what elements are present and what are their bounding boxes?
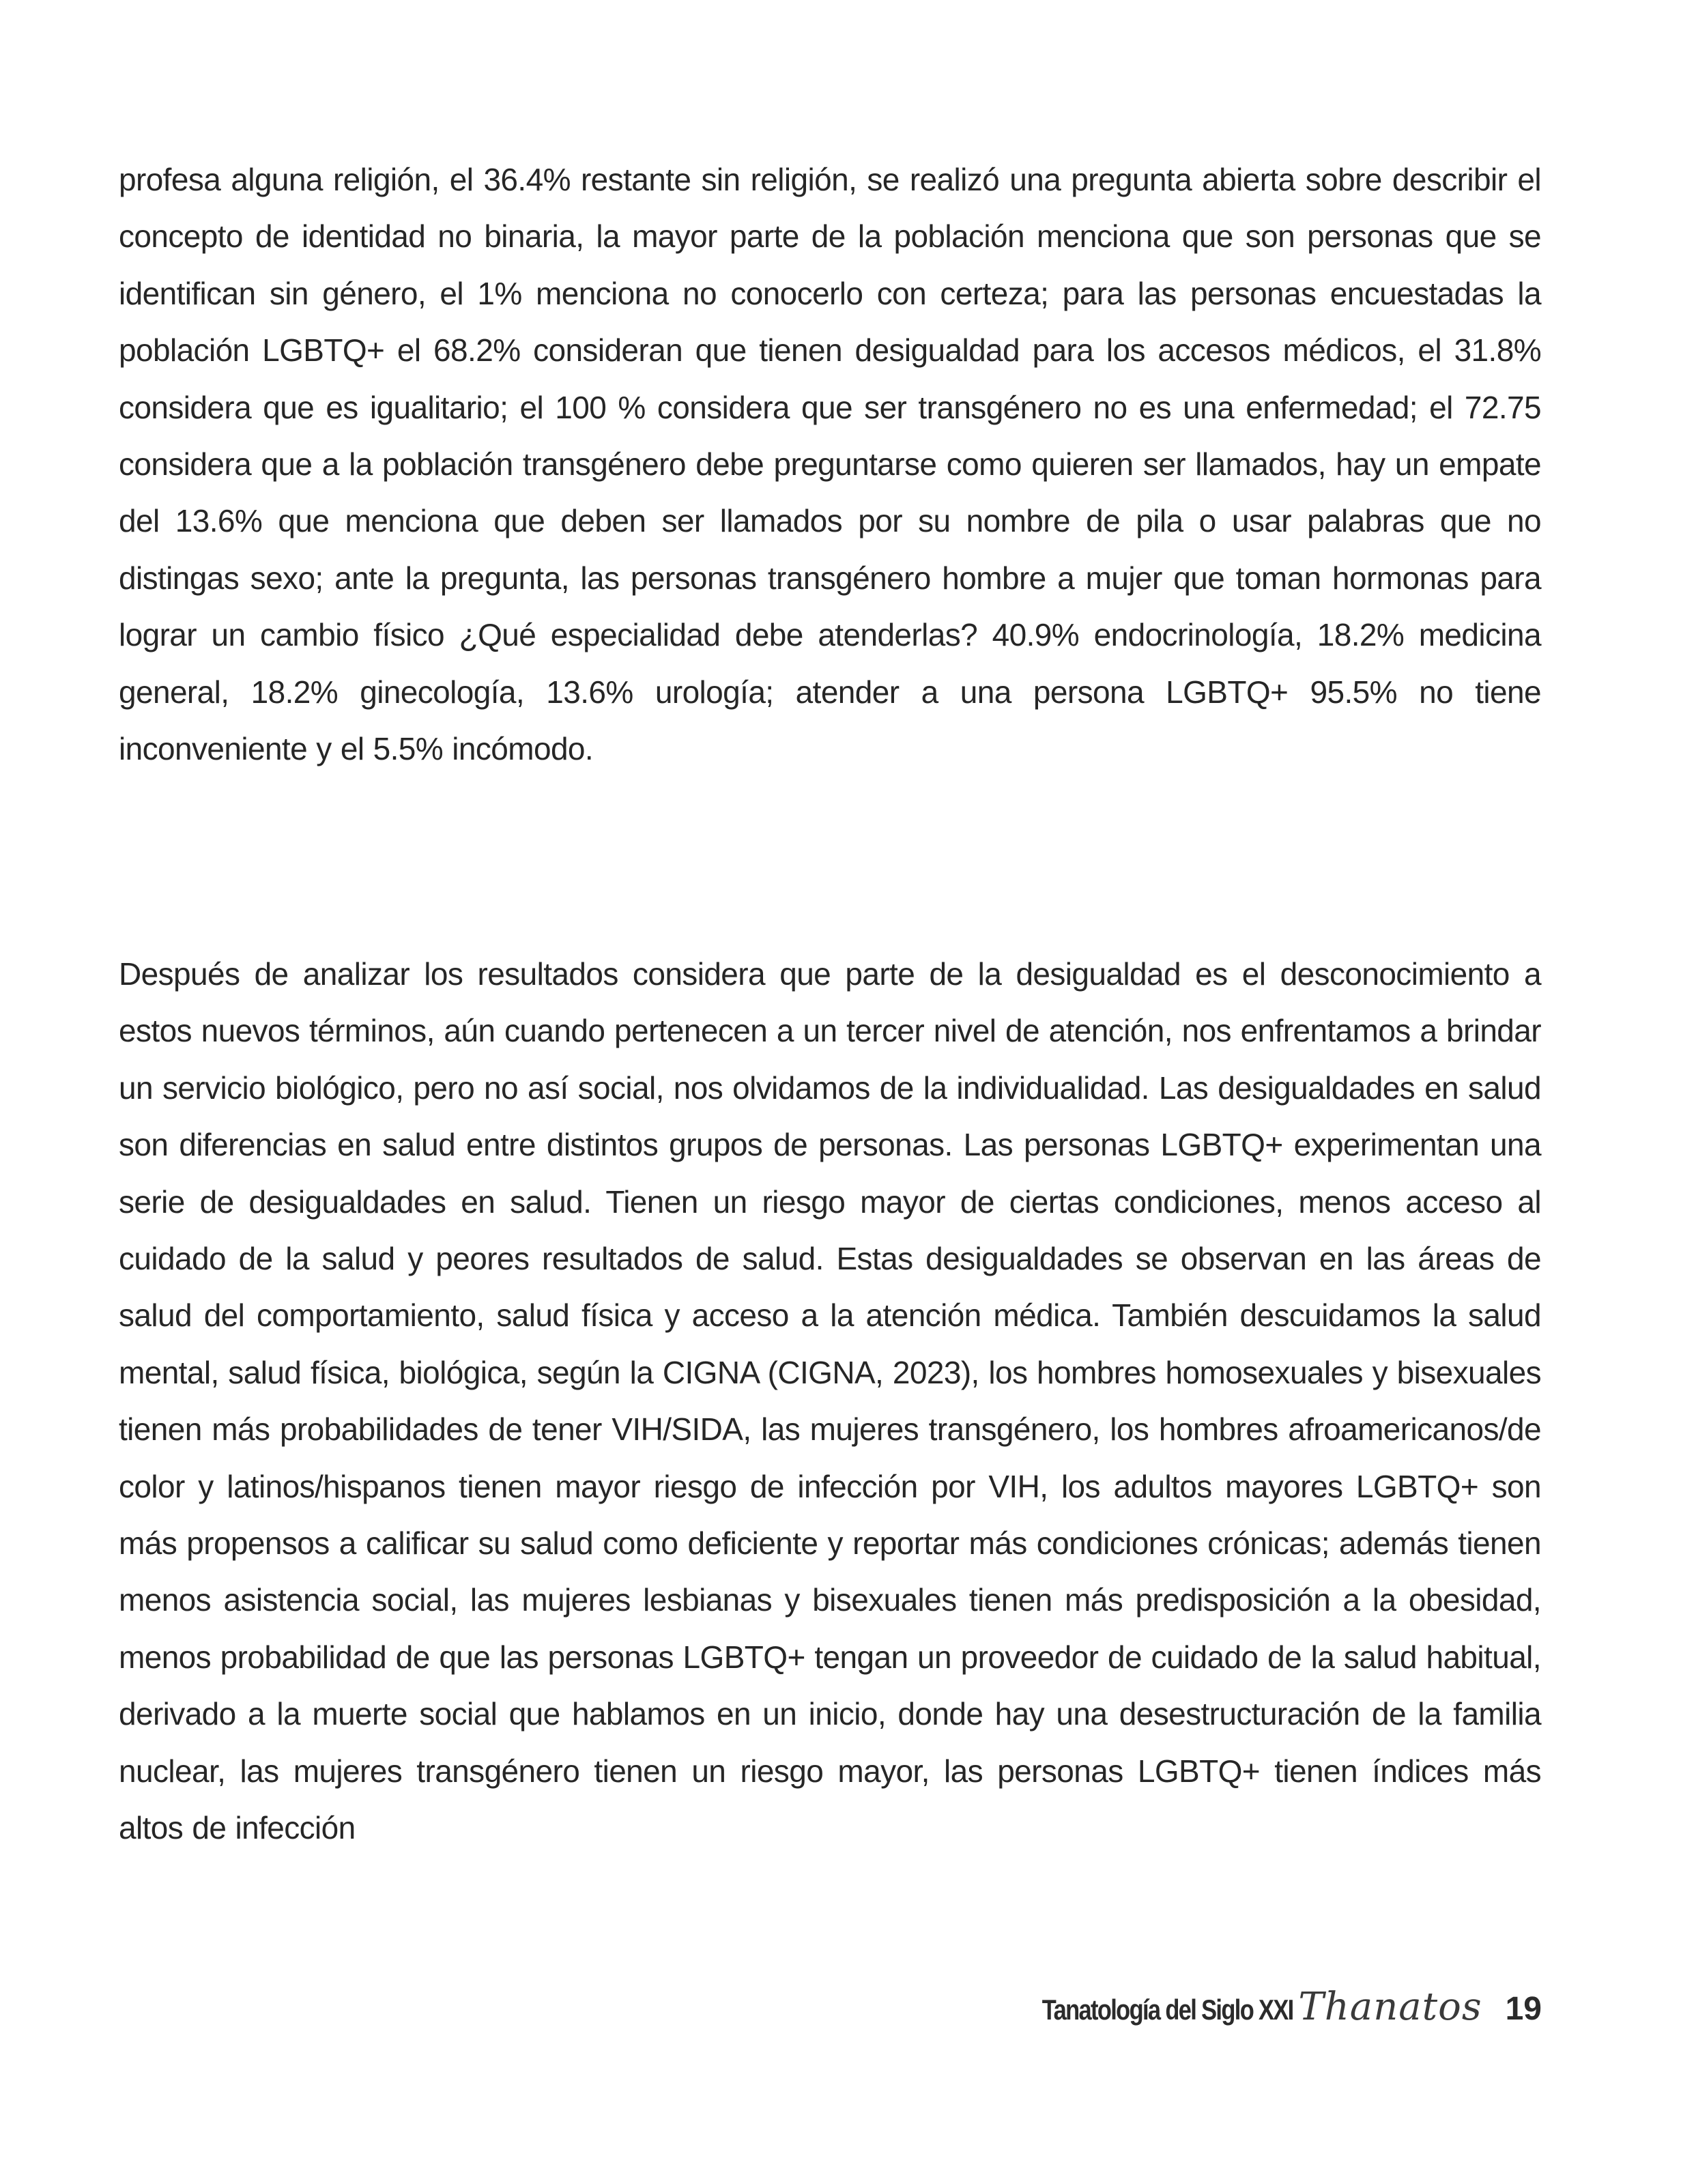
page-number: 19 bbox=[1505, 1991, 1542, 2027]
page-footer bbox=[987, 1985, 1542, 2029]
body-paragraph-1: profesa alguna religión, el 36.4% restante sin religión, se realizó una pregunta abierta sobre describir el concepto de identidad no binaria, la mayor parte de la población menciona que son personas que se identifican sin género, el 1% menciona no conocerlo con certeza; para las personas encuestadas la población LGBTQ+ el 68.2% consideran que tienen desigualdad para los accesos médicos, el 31.8% considera que es igualitario; el 100 % considera que ser transgénero no es una enfermedad; el 72.75 considera que a la población transgénero debe preguntarse como quieren ser llamados, hay un empate del 13.6% que menciona que deben ser llamados por su nombre de pila o usar palabras que no distingas sexo; ante la pregunta, las personas transgénero hombre a mujer que toman hormonas para lograr un cambio físico ¿Qué especialidad debe atenderlas? 40.9% endocrinología, 18.2% medicina general, 18.2% ginecología, 13.6% urología; atender a una persona LGBTQ+ 95.5% no tiene inconveniente y el 5.5% incómodo. bbox=[119, 162, 1541, 767]
body-paragraph-2: Después de analizar los resultados considera que parte de la desigualdad es el desconocimiento a estos nuevos términos, aún cuando pertenecen a un tercer nivel de atención, nos enfrentamos a brindar un servicio biológico, pero no así social, nos olvidamos de la individualidad. Las desigualdades en salud son diferencias en salud entre distintos grupos de personas. Las personas LGBTQ+ experimentan una serie de desigualdades en salud. Tienen un riesgo mayor de ciertas condiciones, menos acceso al cuidado de la salud y peores resultados de salud. Estas desigualdades se observan en las áreas de salud del comportamiento, salud física y acceso a la atención médica. También descuidamos la salud mental, salud física, biológica, según la CIGNA (CIGNA, 2023), los hombres homosexuales y bisexuales tienen más probabilidades de tener VIH/SIDA, las mujeres transgénero, los hombres afroamericanos/de color y latinos/hispanos tienen mayor riesgo de infección por VIH, los adultos mayores LGBTQ+ son más propensos a calificar su salud como deficiente y reportar más condiciones crónicas; además tienen menos asistencia social, las mujeres lesbianas y bisexuales tienen más predisposición a la obesidad, menos probabilidad de que las personas LGBTQ+ tengan un proveedor de cuidado de la salud habitual, derivado a la muerte social que hablamos en un inicio, donde hay una desestructuración de la familia nuclear, las mujeres transgénero tienen un riesgo mayor, las personas LGBTQ+ tienen índices más altos de infección bbox=[119, 956, 1541, 1846]
footer-brand-logo: Thanatos bbox=[1298, 1985, 1482, 2029]
footer-series-title: Tanatología del Siglo XXI bbox=[1041, 1994, 1293, 2026]
